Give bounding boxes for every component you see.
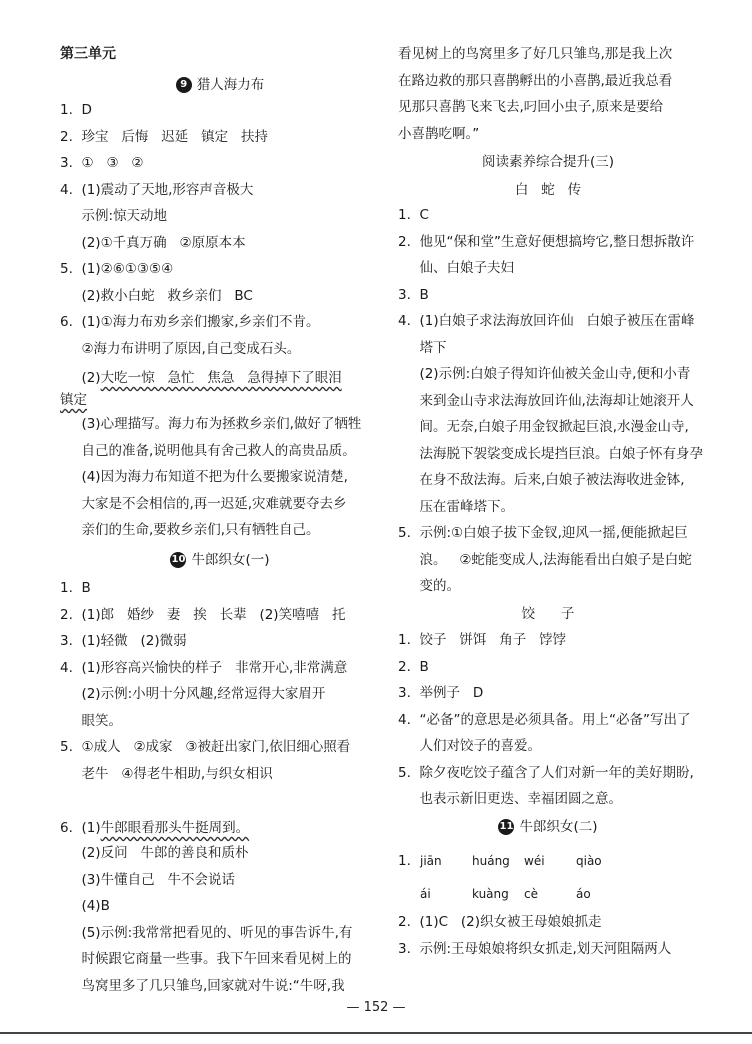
- answer-line: 也表示新旧更迭、幸福团圆之意。: [398, 791, 622, 807]
- answer-line: 法海脱下袈裟变成长堤挡巨浪。白娘子怀有身孕: [398, 445, 703, 462]
- answer-line: (2)反问 牛郎的善良和质朴: [60, 845, 249, 861]
- bottom-rule: [0, 1032, 752, 1034]
- pinyin-syllable: áo: [576, 887, 591, 901]
- answer-line: 大家是不会相信的,再一迟延,灾难就要夺去乡: [60, 495, 347, 512]
- lesson-10-title: [60, 549, 380, 571]
- answer-line: 时候跟它商量一些事。我下午回来看见树上的: [60, 951, 352, 967]
- answer-line: (3)心理描写。海力布为拯救乡亲们,做好了牺牲: [60, 416, 362, 432]
- answer-line: (2)示例:小明十分风趣,经常逗得大家眉开: [60, 686, 326, 702]
- answer-line: (2)救小白蛇 救乡亲们 BC: [60, 287, 253, 304]
- answer-line: 眼笑。: [60, 712, 122, 729]
- answer-line: (5)示例:我常常把看见的、听见的事告诉牛,有: [60, 924, 353, 941]
- answer-line: 4. (1)白娘子求法海放回许仙 白娘子被压在雷峰: [398, 313, 695, 329]
- lesson-9-title: [60, 74, 380, 96]
- answer-line: 3. 举例子 D: [398, 685, 484, 701]
- unit-title: 第三单元: [60, 46, 116, 62]
- answer-line-wavy-3: [60, 818, 249, 838]
- answer-line: 间。无奈,白娘子用金钗掀起巨浪,水漫金山寺,: [398, 419, 689, 435]
- answer-line: 3. 示例:王母娘娘将织女抓走,划天河阻隔两人: [398, 940, 672, 957]
- answer-line: 2. (1)C (2)织女被王母娘娘抓走: [398, 914, 602, 930]
- answer-line: 压在雷峰塔下。: [398, 498, 514, 515]
- answer-line: 4. “必备”的意思是必须具备。用上“必备”写出了: [398, 711, 691, 728]
- answer-line: 3. ① ③ ②: [60, 155, 144, 171]
- wavy-underlined-text: 大吃一惊 急忙 焦急 急得掉下了眼泪: [100, 370, 342, 386]
- lesson-title-text: 猎人海力布: [196, 77, 265, 93]
- answer-line: 1. D: [60, 102, 92, 118]
- answer-line-wavy-2: [60, 390, 87, 410]
- page-number: — 152 —: [346, 1000, 406, 1015]
- answer-line: 塔下: [398, 339, 447, 356]
- wavy-underlined-text: 牛郎眼看那头牛挺周到。: [100, 820, 250, 836]
- answer-line: 在路边救的那只喜鹊孵出的小喜鹊,最近我总看: [398, 72, 673, 89]
- answer-line: 示例:惊天动地: [60, 208, 168, 224]
- answer-line: 5. 除夕夜吃饺子蕴含了人们对新一年的美好期盼,: [398, 764, 694, 781]
- story-title-jiaozi: 饺 子: [521, 606, 575, 622]
- pinyin-syllable: ái: [420, 887, 431, 901]
- answer-line: 2. B: [398, 658, 429, 675]
- answer-line: 5. 示例:①白娘子拔下金钗,迎风一摇,便能掀起巨: [398, 525, 688, 541]
- answer-line: 4. (1)形容高兴愉快的样子 非常开心,非常满意: [60, 659, 348, 676]
- pinyin-row-1: [398, 851, 628, 871]
- pinyin-syllable: huáng: [472, 854, 510, 868]
- answer-line: 变的。: [398, 578, 460, 594]
- answer-line: 亲们的生命,要救乡亲们,只有牺牲自己。: [60, 522, 320, 538]
- answer-line: (4)因为海力布知道不把为什么要搬家说清楚,: [60, 469, 348, 485]
- lesson-number-badge: 10: [170, 552, 186, 568]
- lesson-11-title: [398, 816, 698, 838]
- pinyin-syllable: kuàng: [472, 887, 509, 901]
- answer-line: ②海力布讲明了原因,自己变成石头。: [60, 340, 301, 357]
- answer-line: (3)牛懂自己 牛不会说话: [60, 871, 235, 888]
- answer-line: (4)B: [60, 898, 110, 914]
- wavy-underlined-text: 镇定: [60, 392, 87, 408]
- answer-line: 仙、白娘子夫妇: [398, 260, 514, 276]
- answer-line: 3. (1)轻微 (2)微弱: [60, 633, 187, 649]
- answer-line: 看见树上的鸟窝里多了好几只雏鸟,那是我上次: [398, 46, 673, 62]
- answer-line: 4. (1)震动了天地,形容声音极大: [60, 181, 254, 198]
- answer-line-wavy: [60, 368, 342, 388]
- answer-prefix: (2): [60, 370, 101, 386]
- answer-line: 5. (1)②⑥①③⑤④: [60, 261, 174, 277]
- answer-line: 老牛 ④得老牛相助,与织女相识: [60, 765, 273, 782]
- story-title-baishezhuan: 白 蛇 传: [514, 182, 582, 198]
- lesson-number-badge: 11: [498, 819, 514, 835]
- answer-line: 2. 珍宝 后悔 迟延 镇定 扶持: [60, 128, 268, 145]
- answer-line: 自己的准备,说明他具有舍己救人的高贵品质。: [60, 442, 356, 459]
- answer-prefix: 6. (1): [60, 820, 101, 836]
- answer-line: 6. (1)①海力布劝乡亲们搬家,乡亲们不肯。: [60, 314, 320, 330]
- pinyin-syllable: cè: [524, 887, 538, 901]
- answer-line: 在身不敌法海。后来,白娘子被法海收进金钵,: [398, 472, 685, 488]
- pinyin-syllable: qiào: [576, 854, 602, 868]
- answer-line: 人们对饺子的喜爱。: [398, 738, 541, 754]
- answer-line: 1. C: [398, 207, 429, 223]
- answer-line: (2)①千真万确 ②原原本本: [60, 234, 246, 251]
- pinyin-syllable: jiān: [420, 854, 442, 868]
- answer-line: 5. ①成人 ②成家 ③被赶出家门,依旧细心照看: [60, 739, 351, 755]
- lesson-title-text: 牛郎织女(二): [519, 819, 598, 835]
- question-number: 1.: [398, 853, 411, 869]
- answer-line: 3. B: [398, 286, 429, 303]
- answer-line: (2)示例:白娘子得知许仙被关金山寺,便和小青: [398, 366, 691, 382]
- answer-line: 鸟窝里多了几只雏鸟,回家就对牛说:“牛呀,我: [60, 977, 345, 994]
- answer-line: 浪。 ②蛇能变成人,法海能看出白娘子是白蛇: [398, 551, 692, 568]
- lesson-title-text: 牛郎织女(一): [191, 552, 270, 568]
- answer-line: 见那只喜鹊飞来飞去,叼回小虫子,原来是要给: [398, 99, 664, 115]
- pinyin-row-2: [398, 884, 628, 904]
- lesson-number-badge: 9: [176, 77, 192, 93]
- pinyin-syllable: wéi: [524, 854, 545, 868]
- answer-line: 1. 饺子 饼饵 角子 饽饽: [398, 632, 567, 648]
- answer-line: 2. 他见“保和堂”生意好便想搞垮它,整日想拆散许: [398, 233, 695, 250]
- section-title: 阅读素养综合提升(三): [481, 154, 615, 170]
- answer-line: 2. (1)郎 婚纱 妻 挨 长辈 (2)笑嘻嘻 托: [60, 606, 346, 623]
- answer-line: 来到金山寺求法海放回许仙,法海却让她滚开人: [398, 392, 694, 409]
- answer-line: 1. B: [60, 580, 91, 596]
- answer-line: 小喜鹊吃啊。”: [398, 125, 480, 142]
